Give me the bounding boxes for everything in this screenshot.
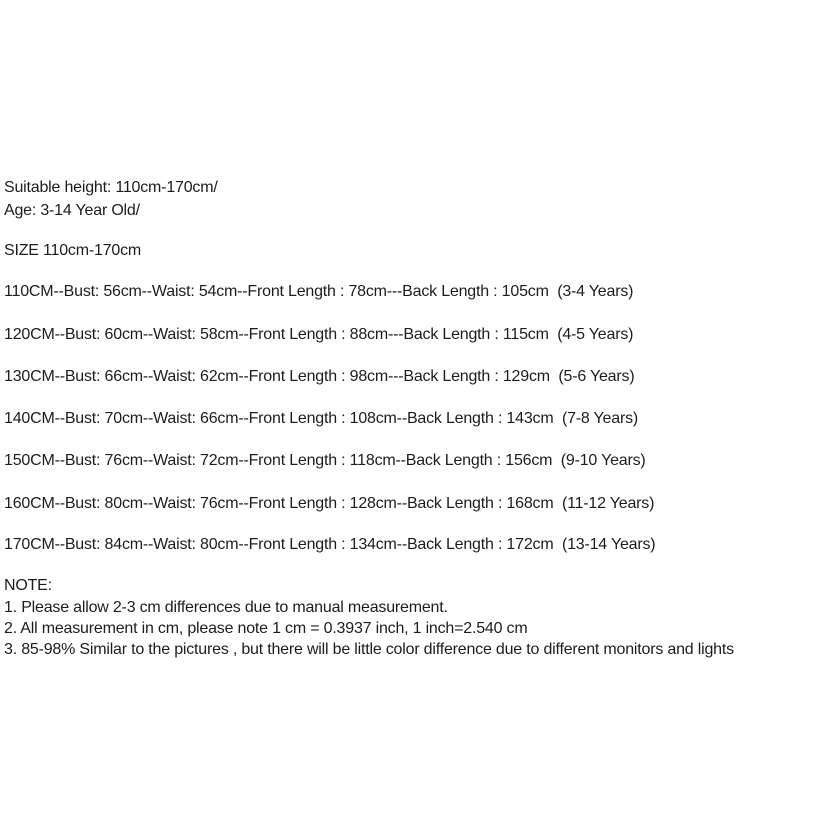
size-row-120cm: 120CM--Bust: 60cm--Waist: 58cm--Front Length : 88cm---Back Length : 115cm (4-5 Years): [4, 326, 634, 343]
size-row-160cm: 160CM--Bust: 80cm--Waist: 76cm--Front Length : 128cm--Back Length : 168cm (11-12 Years): [4, 495, 655, 512]
note-item-2: 2. All measurement in cm, please note 1 cm = 0.3937 inch, 1 inch=2.540 cm: [4, 620, 528, 637]
note-item-1: 1. Please allow 2-3 cm differences due to manual measurement.: [4, 599, 448, 616]
size-row-150cm: 150CM--Bust: 76cm--Waist: 72cm--Front Length : 118cm--Back Length : 156cm (9-10 Years): [4, 452, 646, 469]
note-item-3: 3. 85-98% Similar to the pictures , but there will be little color difference due to different monitors and lights: [4, 641, 734, 658]
size-row-110cm: 110CM--Bust: 56cm--Waist: 54cm--Front Length : 78cm---Back Length : 105cm (3-4 Years): [4, 283, 634, 300]
size-row-170cm: 170CM--Bust: 84cm--Waist: 80cm--Front Length : 134cm--Back Length : 172cm (13-14 Years): [4, 536, 656, 553]
note-title: NOTE:: [4, 577, 52, 594]
size-row-140cm: 140CM--Bust: 70cm--Waist: 66cm--Front Length : 108cm--Back Length : 143cm (7-8 Years): [4, 410, 639, 427]
size-row-130cm: 130CM--Bust: 66cm--Waist: 62cm--Front Length : 98cm---Back Length : 129cm (5-6 Years): [4, 368, 635, 385]
size-range-title: SIZE 110cm-170cm: [4, 242, 141, 259]
suitable-height-line: Suitable height: 110cm-170cm/: [4, 179, 218, 196]
age-line: Age: 3-14 Year Old/: [4, 202, 140, 219]
